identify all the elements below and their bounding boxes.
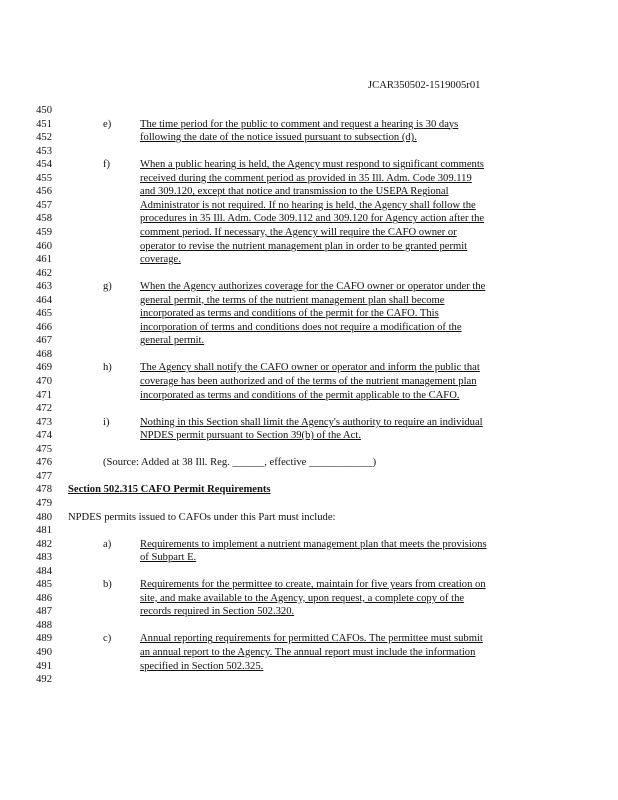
line-number: 466 [36, 321, 52, 333]
subsection-label: h) [103, 362, 112, 374]
line-text: incorporated as terms and conditions of the permit for the CAFO. This [140, 308, 439, 320]
line-number: 480 [36, 511, 52, 523]
line-number: 464 [36, 294, 52, 306]
line-number: 450 [36, 105, 52, 116]
line-number: 469 [36, 362, 52, 374]
line-number: 454 [36, 159, 52, 171]
document-id: JCAR350502-1519005r01 [368, 80, 481, 91]
line-number: 487 [36, 606, 52, 618]
line-text: NPDES permits issued to CAFOs under this Part must include: [68, 511, 336, 523]
line-number: 484 [36, 565, 52, 577]
line-number: 471 [36, 389, 52, 401]
line-text: The time period for the public to comment and request a hearing is 30 days [140, 118, 459, 130]
line-number: 473 [36, 416, 52, 428]
line-number: 460 [36, 240, 52, 252]
line-number: 465 [36, 308, 52, 320]
line-number: 459 [36, 226, 52, 238]
line-text: site, and make available to the Agency, upon request, a complete copy of the [140, 592, 465, 604]
line-number: 486 [36, 592, 52, 604]
line-text: procedures in 35 Ill. Adm. Code 309.112 and 309.120 for Agency action after the [140, 213, 485, 225]
line-text: general permit. [140, 335, 205, 347]
line-text: Requirements for the permittee to create, maintain for five years from creation on [140, 579, 486, 591]
line-text: records required in Section 502.320. [140, 606, 295, 618]
line-number: 451 [36, 118, 52, 130]
subsection-label: i) [103, 416, 110, 428]
line-text: of Subpart E. [140, 552, 197, 564]
line-number: 457 [36, 199, 52, 211]
line-text: When a public hearing is held, the Agency must respond to significant comments [140, 159, 484, 171]
line-number: 463 [36, 281, 52, 293]
line-text: coverage. [140, 254, 181, 266]
line-number: 456 [36, 186, 52, 198]
line-number: 477 [36, 470, 52, 482]
line-text: Administrator is not required. If no hearing is held, the Agency shall follow the [140, 199, 476, 211]
line-number: 482 [36, 538, 52, 550]
line-number: 481 [36, 525, 52, 537]
line-text: following the date of the notice issued pursuant to subsection (d). [140, 132, 417, 144]
line-number: 474 [36, 430, 52, 442]
line-text: When the Agency authorizes coverage for the CAFO owner or operator under the [140, 281, 486, 293]
line-number: 452 [36, 132, 52, 144]
line-text: Requirements to implement a nutrient management plan that meets the provisions [140, 538, 487, 550]
line-number: 462 [36, 267, 52, 279]
subsection-label: g) [103, 281, 112, 293]
line-number: 476 [36, 457, 52, 469]
subsection-label: a) [103, 538, 112, 550]
line-number: 458 [36, 213, 52, 225]
line-number: 479 [36, 497, 52, 509]
line-number: 472 [36, 403, 52, 415]
subsection-label: b) [103, 579, 112, 591]
line-number: 468 [36, 348, 52, 360]
line-text: received during the comment period as provided in 35 Ill. Adm. Code 309.119 [140, 172, 472, 184]
line-text: Annual reporting requirements for permitted CAFOs. The permittee must submit [140, 633, 483, 645]
line-text: specified in Section 502.325. [140, 660, 264, 672]
line-number: 483 [36, 552, 52, 564]
subsection-label: c) [103, 633, 112, 645]
line-text: an annual report to the Agency. The annual report must include the information [140, 647, 476, 658]
line-text: operator to revise the nutrient management plan in order to be granted permit [140, 240, 468, 252]
section-heading: Section 502.315 CAFO Permit Requirements [68, 484, 271, 496]
line-text: and 309.120, except that notice and transmission to the USEPA Regional [140, 186, 449, 198]
line-text: comment period. If necessary, the Agency will require the CAFO owner or [140, 226, 457, 238]
line-number: 492 [36, 674, 52, 686]
line-number: 488 [36, 619, 52, 631]
line-text: incorporated as terms and conditions of the permit applicable to the CAFO. [140, 389, 460, 401]
line-number: 453 [36, 145, 52, 157]
line-number: 478 [36, 484, 52, 496]
line-text: coverage has been authorized and of the terms of the nutrient management plan [140, 376, 477, 387]
line-number: 475 [36, 443, 52, 455]
line-text: NPDES permit pursuant to Section 39(b) of the Act. [140, 430, 361, 442]
line-text: general permit, the terms of the nutrient management plan shall become [140, 294, 445, 306]
line-number: 470 [36, 376, 52, 387]
line-text: incorporation of terms and conditions does not require a modification of the [140, 321, 462, 333]
line-number: 461 [36, 254, 52, 266]
line-text: The Agency shall notify the CAFO owner or operator and inform the public that [140, 362, 480, 374]
line-number: 467 [36, 335, 52, 347]
line-text: (Source: Added at 38 Ill. Reg. ______, effective ____________) [103, 457, 377, 469]
line-number: 485 [36, 579, 52, 591]
line-text: Nothing in this Section shall limit the Agency's authority to require an individual [140, 416, 483, 428]
line-number: 455 [36, 172, 52, 184]
subsection-label: e) [103, 118, 112, 130]
line-number: 491 [36, 660, 52, 672]
line-number: 490 [36, 647, 52, 658]
subsection-label: f) [103, 159, 111, 171]
line-number: 489 [36, 633, 52, 645]
